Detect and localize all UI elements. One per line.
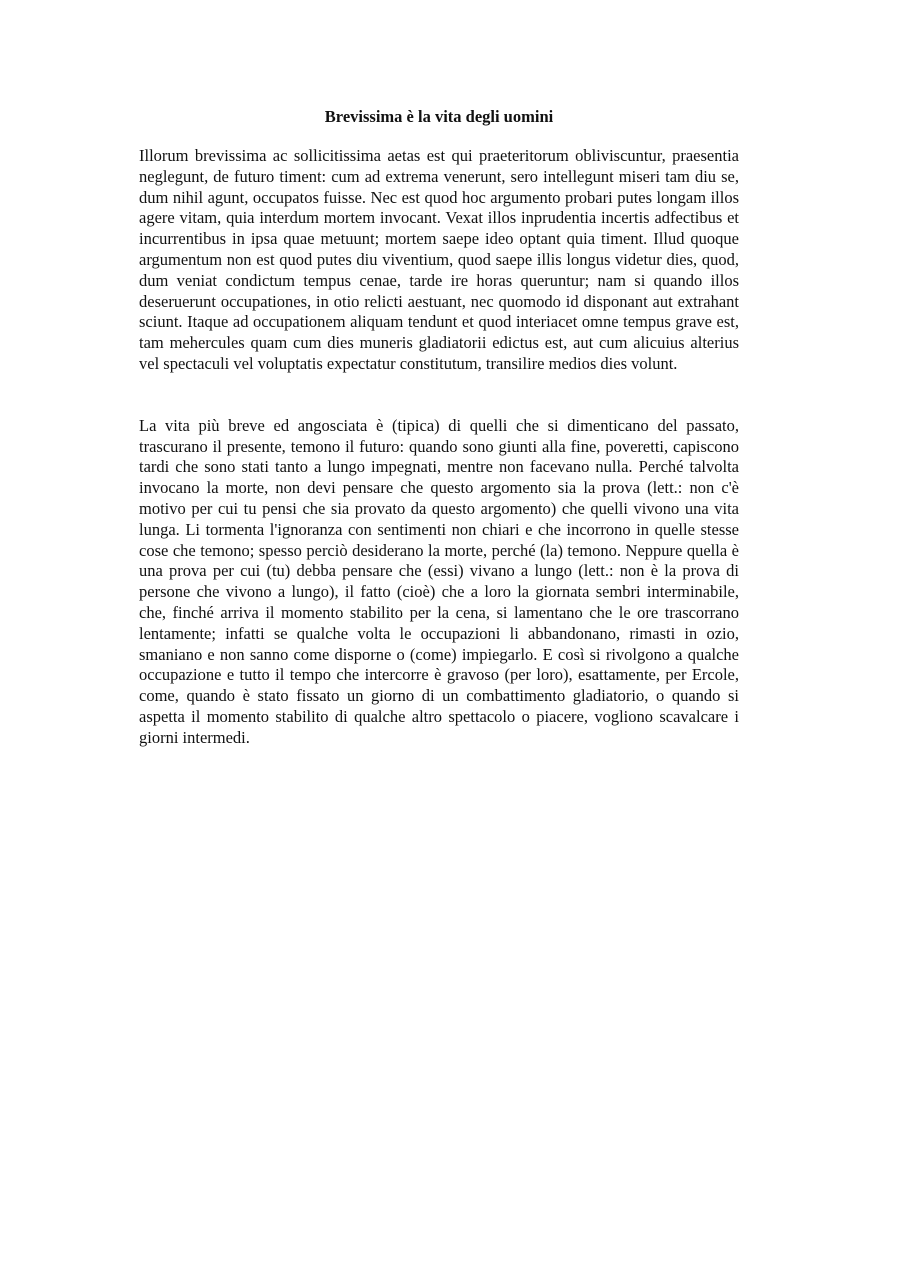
- document-page: [139, 106, 739, 749]
- italian-translation-paragraph: La vita più breve ed angosciata è (tipica) di quelli che si dimenticano del passato, trascurano il presente, temono il futuro: quando sono giunti alla fine, poveretti, capiscono tardi che sono stati tanto a lungo impegnati, mentre non facevano nulla. Perché talvolta invocano la morte, non devi pensare che questo argomento sia la prova (lett.: non c'è motivo per cui tu pensi che sia provato da questo argomento) che quelli vivono una vita lunga. Li tormenta l'ignoranza con sentimenti non chiari e che incorrono in quelle stesse cose che temono; spesso perciò desiderano la morte, perché (la) temono. Neppure quella è una prova per cui (tu) debba pensare che (essi) vivano a lungo (lett.: non è la prova di persone che vivono a lungo), il fatto (cioè) che a loro la giornata sembri interminabile, che, finché arriva il momento stabilito per la cena, si lamentano che le ore trascorrano lentamente; infatti se qualche volta le occupazioni li abbandonano, rimasti in ozio, smaniano e non sanno come disporne o (come) impiegarlo. E così si rivolgono a qualche occupazione e tutto il tempo che intercorre è gravoso (per loro), esattamente, per Ercole, come, quando è stato fissato un giorno di un combattimento gladiatorio, o quando si aspetta il momento stabilito di qualche altro spettacolo o piacere, vogliono scavalcare i giorni intermedi.: [139, 415, 739, 747]
- latin-paragraph: Illorum brevissima ac sollicitissima aetas est qui praeteritorum obliviscuntur, praesentia neglegunt, de futuro timent: cum ad extrema venerunt, sero intellegunt miseri tam diu se, dum nihil agunt, occupatos fuisse. Nec est quod hoc argumento probari putes longam illos agere vitam, quia interdum mortem invocant. Vexat illos inprudentia incertis adfectibus et incurrentibus in ipsa quae metuunt; mortem saepe ideo optant quia timent. Illud quoque argumentum non est quod putes diu viventium, quod saepe illis longus videtur dies, quod, dum veniat condictum tempus cenae, tarde ire horas queruntur; nam si quando illos deseruerunt occupationes, in otio relicti aestuant, nec quomodo id disponant aut extrahant sciunt. Itaque ad occupationem aliquam tendunt et quod interiacet omne tempus grave est, tam mehercules quam cum dies muneris gladiatorii edictus est, aut cum alicuius alterius vel spectaculi vel voluptatis expectatur constitutum, transilire medios dies volunt.: [139, 146, 739, 373]
- document-title: Brevissima è la vita degli uomini: [324, 107, 554, 126]
